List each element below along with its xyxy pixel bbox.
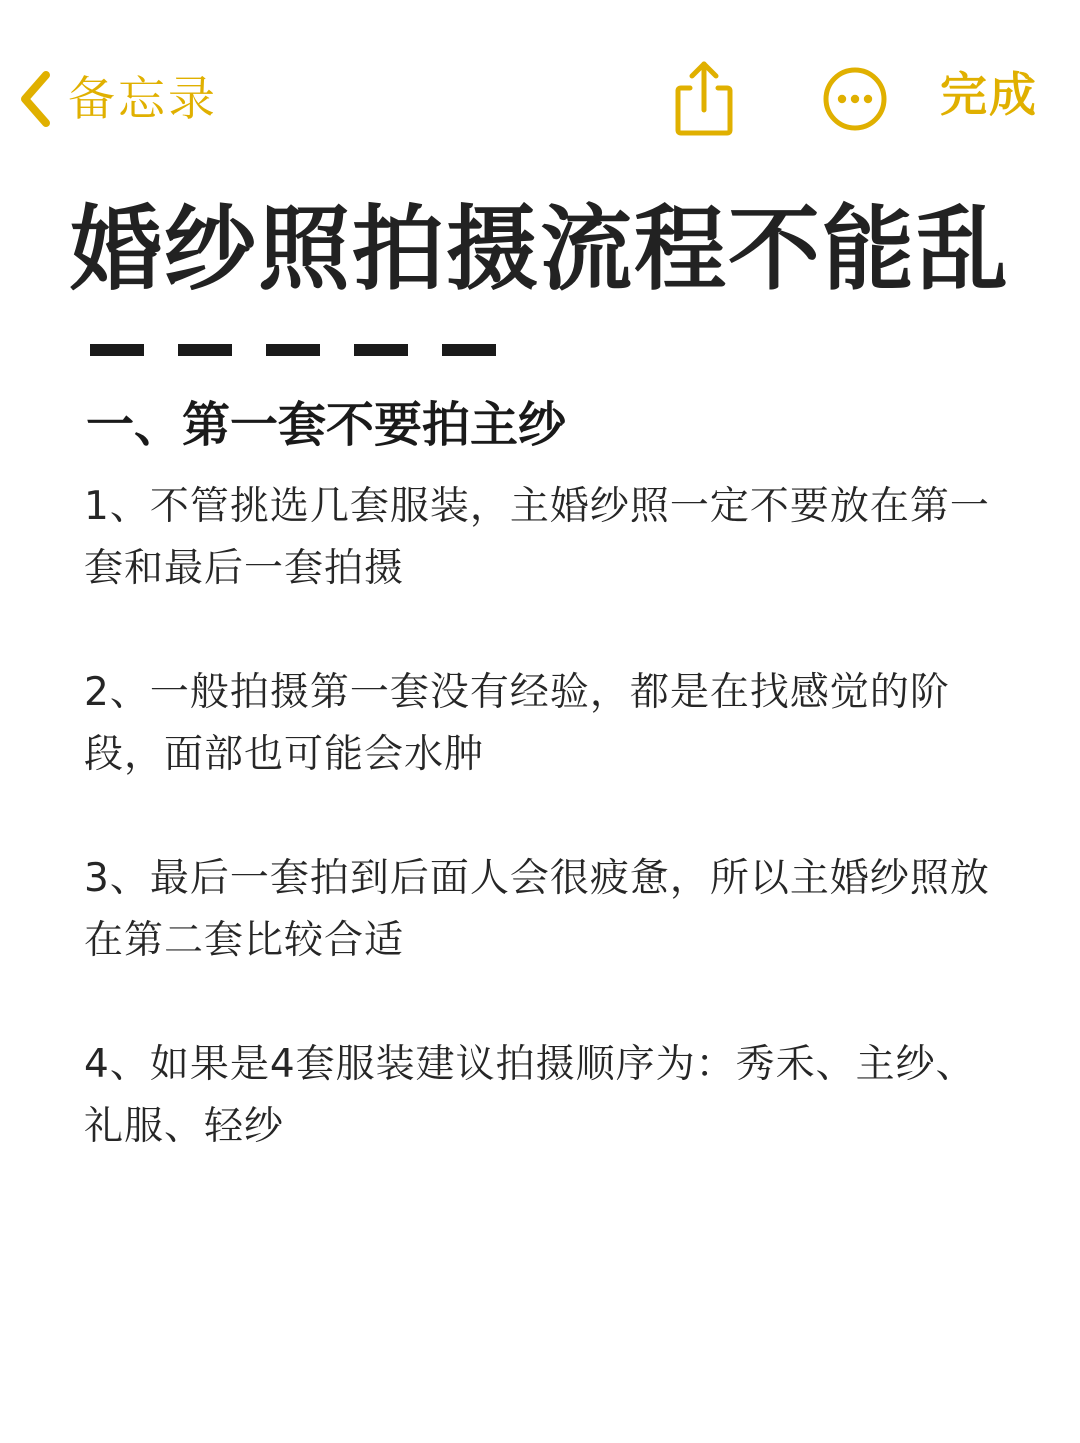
note-item: 2、一般拍摄第一套没有经验，都是在找感觉的阶段，面部也可能会水肿 (84, 670, 950, 777)
dashed-divider (90, 344, 530, 356)
section-heading: 一、第一套不要拍主纱 (86, 397, 567, 453)
divider-dash (90, 344, 144, 356)
divider-dash (442, 344, 496, 356)
chevron-left-icon (18, 70, 52, 128)
share-icon (668, 123, 740, 142)
note-body (84, 476, 1014, 1220)
ellipsis-circle-icon (822, 117, 888, 136)
note-item: 1、不管挑选几套服装，主婚纱照一定不要放在第一套和最后一套拍摄 (84, 484, 990, 591)
navigation-bar (0, 48, 1080, 148)
back-button-label: 备忘录 (68, 71, 218, 127)
divider-dash (354, 344, 408, 356)
share-button[interactable] (668, 56, 740, 138)
note-item: 4、如果是4套服装建议拍摄顺序为：秀禾、主纱、礼服、轻纱 (84, 1042, 976, 1149)
note-item: 3、最后一套拍到后面人会很疲惫，所以主婚纱照放在第二套比较合适 (84, 856, 990, 963)
divider-dash (266, 344, 320, 356)
page-title: 婚纱照拍摄流程不能乱 (69, 196, 1010, 303)
back-button[interactable] (18, 64, 218, 134)
divider-dash (178, 344, 232, 356)
done-button[interactable]: 完成 (940, 68, 1038, 123)
more-button[interactable] (822, 66, 888, 132)
